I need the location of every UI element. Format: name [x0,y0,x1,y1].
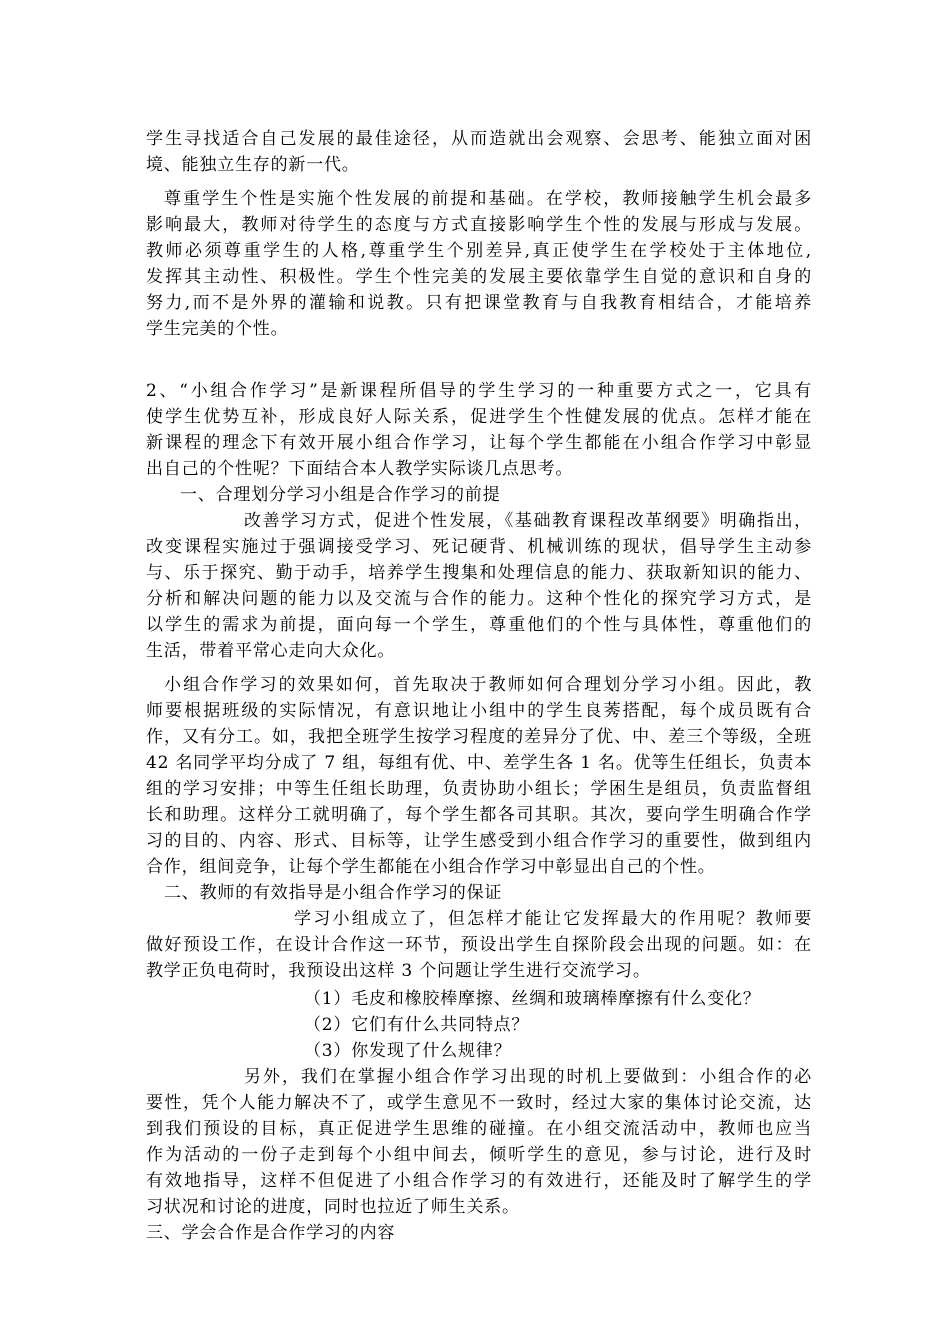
text-line: 小组合作学习的效果如何，首先取决于教师如何合理划分学习小组。因此，教 [164,675,812,695]
text-line: 2、“小组合作学习”是新课程所倡导的学生学习的一种重要方式之一，它具有 [146,381,812,401]
text-line: 教学正负电荷时，我预设出这样 3 个问题让学生进行交流学习。 [146,961,651,981]
text-line: 师要根据班级的实际情况，有意识地让小组中的学生良莠搭配，每个成员既有合 [146,701,812,721]
text-line: 合作，组间竞争，让每个学生都能在小组合作学习中彰显出自己的个性。 [146,857,716,877]
text-line: 做好预设工作，在设计合作这一环节，预设出学生自探阶段会出现的问题。如：在 [146,935,812,955]
text-line: 另外，我们在掌握小组合作学习出现的时机上要做到：小组合作的必 [244,1067,812,1087]
question-item: （2）它们有什么共同特点？ [304,1015,530,1035]
text-line: 教师必须尊重学生的人格,尊重学生个别差异,真正使学生在学校处于主体地位, [146,241,812,261]
text-line: 使学生优势互补，形成良好人际关系，促进学生个性健发展的优点。怎样才能在 [146,407,812,427]
text-line: 与、乐于探究、勤于动手，培养学生搜集和处理信息的能力、获取新知识的能力、 [146,563,812,583]
text-line: 有效地指导，这样不但促进了小组合作学习的有效进行，还能及时了解学生的学 [146,1171,812,1191]
text-line: 学习小组成立了，但怎样才能让它发挥最大的作用呢？教师要 [294,909,812,929]
question-item: （3）你发现了什么规律？ [304,1041,512,1061]
question-item: （1）毛皮和橡胶棒摩擦、丝绸和玻璃棒摩擦有什么变化？ [304,989,761,1009]
text-line: 努力,而不是外界的灌输和说教。只有把课堂教育与自我教育相结合，才能培养 [146,293,812,313]
text-line: 出自己的个性呢？下面结合本人教学实际谈几点思考。 [146,459,574,479]
text-line: 习状况和讨论的进度，同时也拉近了师生关系。 [146,1197,520,1217]
text-line: 新课程的理念下有效开展小组合作学习，让每个学生都能在小组合作学习中彰显 [146,433,812,453]
text-line: 42 名同学平均分成了 7 组，每组有优、中、差学生各 1 名。优等生任组长，负责本 [146,753,812,773]
text-line: 学生寻找适合自己发展的最佳途径，从而造就出会观察、会思考、能独立面对困 [146,129,812,149]
text-line: 习的目的、内容、形式、目标等，让学生感受到小组合作学习的重要性，做到组内 [146,831,812,851]
text-line: 尊重学生个性是实施个性发展的前提和基础。在学校，教师接触学生机会最多 [164,189,812,209]
text-line: 生活，带着平常心走向大众化。 [146,641,396,661]
section-heading: 三、学会合作是合作学习的内容 [146,1223,396,1243]
text-line: 作为活动的一份子走到每个小组中间去，倾听学生的意见，参与讨论，进行及时 [146,1145,812,1165]
text-line: 组的学习安排；中等生任组长助理，负责协助小组长；学困生是组员，负责监督组 [146,779,812,799]
text-line: 作，又有分工。如，我把全班学生按学习程度的差异分了优、中、差三个等级，全班 [146,727,812,747]
text-line: 影响最大，教师对待学生的态度与方式直接影响学生个性的发展与形成与发展。 [146,215,812,235]
section-heading: 二、教师的有效指导是小组合作学习的保证 [164,883,503,903]
text-line: 以学生的需求为前提，面向每一个学生，尊重他们的个性与具体性，尊重他们的 [146,615,812,635]
section-heading: 一、合理划分学习小组是合作学习的前提 [180,485,501,505]
text-line: 改善学习方式，促进个性发展，《基础教育课程改革纲要》明确指出， [244,511,812,531]
text-line: 发挥其主动性、积极性。学生个性完美的发展主要依靠学生自觉的意识和自身的 [146,267,812,287]
text-line: 分析和解决问题的能力以及交流与合作的能力。这种个性化的探究学习方式，是 [146,589,812,609]
text-line: 要性，凭个人能力解决不了，或学生意见不一致时，经过大家的集体讨论交流，达 [146,1093,812,1113]
text-line: 到我们预设的目标，真正促进学生思维的碰撞。在小组交流活动中，教师也应当 [146,1119,812,1139]
text-line: 长和助理。这样分工就明确了，每个学生都各司其职。其次，要向学生明确合作学 [146,805,812,825]
text-line: 学生完美的个性。 [146,319,289,339]
text-line: 改变课程实施过于强调接受学习、死记硬背、机械训练的现状，倡导学生主动参 [146,537,812,557]
text-line: 境、能独立生存的新一代。 [146,155,360,175]
